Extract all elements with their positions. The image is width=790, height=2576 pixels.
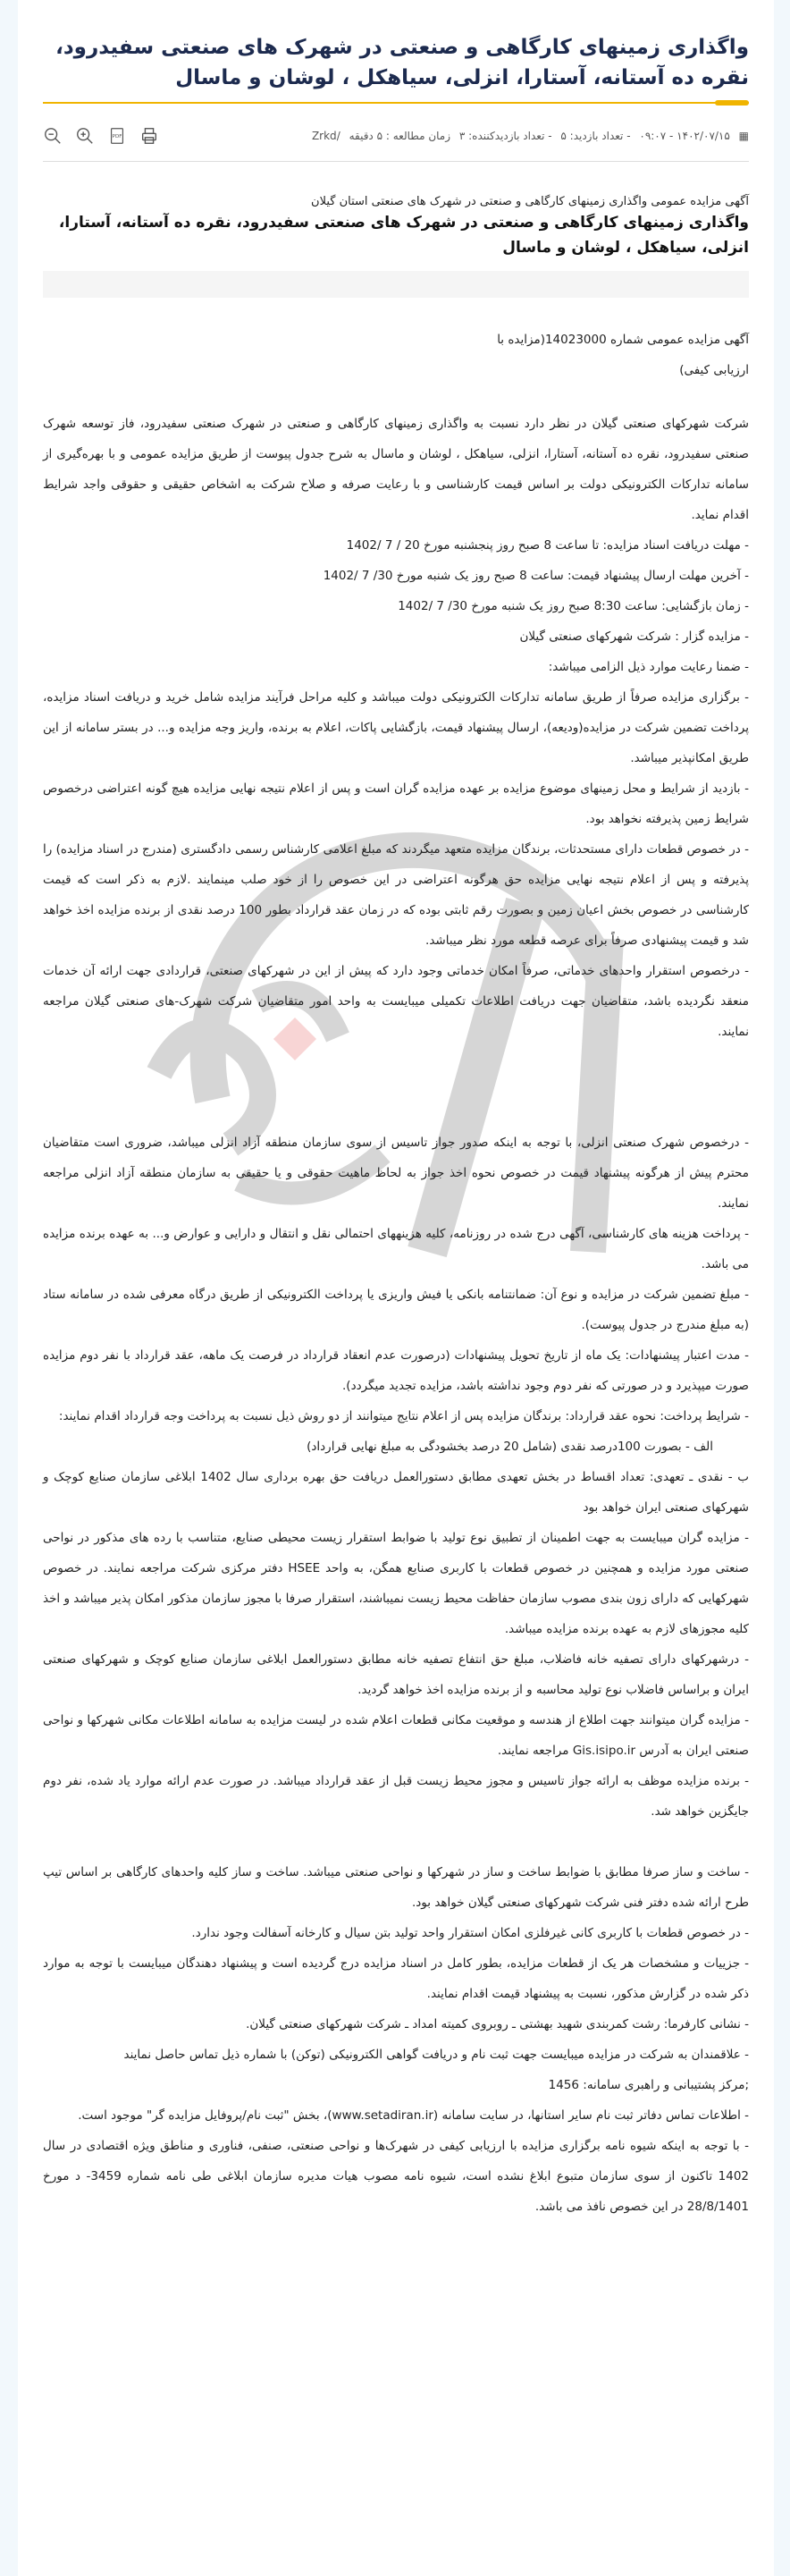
intro-heading: واگذاری زمینهای کارگاهی و صنعتی در شهرک های صنعتی سفیدرود، نقره ده آستانه، آستارا، انزلی، سیاهکل ، لوشان و ماسال: [58, 214, 749, 257]
paragraph: - زمان بازگشایی: ساعت 8:30 صبح روز یک شنبه مورخ 30/ 7 /1402: [398, 599, 749, 613]
zoom-in-icon[interactable]: [75, 126, 95, 146]
short-code: /Zrkd: [311, 130, 340, 142]
paragraph: - با توجه به اینکه شیوه نامه برگزاری مزایده با ارزیابی کیفی در شهرک‌ها و نواحی صنعتی، صنفی، فناوری و مناطق ویژه اقتصادی در سال 1402 تاکنون از سوی سازمان متبوع ابلاغ نشده است، شیوه نامه مصوب هیات مدیره سازمان ابلاغی طی نامه شماره 3459- د مورخ 28/8/1401 در این خصوص نافذ می باشد.: [43, 2139, 749, 2214]
paragraph: - در خصوص قطعات با کاربری کانی غیرفلزی امکان استقرار واحد تولید بتن سیال و کارخانه آسفالت وجود ندارد.: [191, 1926, 749, 1940]
paragraph: - آخرین مهلت ارسال پیشنهاد قیمت: ساعت 8 صبح روز یک شنبه مورخ 30/ 7 /1402: [323, 569, 749, 583]
article-body: [43, 298, 749, 2222]
view-count: - تعداد بازدید: ۵: [560, 130, 631, 142]
paragraph: - پرداخت هزینه های کارشناسی، آگهی درج شده در روزنامه، کلیه هزینههای احتمالی نقل و انتقال و دارایی و عوارض و... به عهده برنده مزایده می باشد.: [43, 1227, 749, 1271]
empty-box: [43, 271, 749, 298]
paragraph: - درخصوص استقرار واحدهای خدماتی، صرفاً امکان خدماتی وجود دارد که پیش از این در شهرکهای صنعتی، قراردادی جهت ارائه آن خدمات منعقد نگردیده باشد، متقاضیان جهت دریافت اطلاعات تکمیلی میبایست به واحد امور متقاضیان شرکت شهرک-های صنعتی گیلان مراجعه نمایند.: [43, 964, 749, 1039]
paragraph: - ساخت و ساز صرفا مطابق با ضوابط ساخت و ساز در شهرکها و نواحی صنعتی میباشد. ساخت و ساز کلیه واحدهای کارگاهی بر اساس تیپ طرح ارائه شده دفتر فنی شرکت شهرکهای صنعتی گیلان خواهد بود.: [43, 1865, 749, 1910]
paragraph: - جزییات و مشخصات هر یک از قطعات مزایده، بطور کامل در اسناد مزایده درج گردیده است و پیشنهاد دهندگان میبایست با توجه به موارد ذکر شده در گزارش مذکور، نسبت به پیشنهاد قیمت اقدام نمایند.: [43, 1956, 749, 2001]
paragraph: - در خصوص قطعات دارای مستحدثات، برندگان مزایده متعهد میگردند که مبلغ اعلامی کارشناس رسمی دادگستری (مندرج در اسناد مزایده) را پذیرفته و پس از اعلام نتیجه نهایی مزایده حق هرگونه اعتراضی در این خصوص را از خود صلب مینمایند .لازم به ذکر است که قیمت کارشناسی در خصوص بخش اعیان زمین و بصورت رقم ثابتی بوده که در زمان عقد قرارداد بطور 100 درصد نقدی از برنده مزایده اخذ خواهد شد و قیمت پیشنهادی صرفاً برای عرصه قطعه مورد نظر میباشد.: [43, 842, 749, 948]
print-icon[interactable]: [139, 126, 159, 146]
paragraph: - اطلاعات تماس دفاتر ثبت نام سایر استانها، در سایت سامانه (www.setadiran.ir)، بخش "ثبت نام/پروفایل مزایده گر" موجود است.: [78, 2108, 749, 2123]
pdf-icon[interactable]: [107, 126, 127, 146]
paragraph: - بازدید از شرایط و محل زمینهای موضوع مزایده بر عهده مزایده گران است و پس از اعلام نتیجه نهایی مزایده هیچ گونه اعتراضی درخصوص شرایط زمین پذیرفته نخواهد بود.: [43, 781, 749, 826]
calendar-icon: ▦: [738, 130, 749, 142]
paragraph: - درخصوص شهرک صنعتی انزلی، با توجه به اینکه صدور جواز تاسیس از سوی سازمان منطقه آزاد انزلی میباشد، ضروری است متقاضیان محترم پیش از هرگونه پیشنهاد قیمت در خصوص نحوه اخذ جواز به لحاظ ماهیت حقوقی و یا حقیقی به سازمان منطقه آزاد انزلی مراجعه نمایند.: [43, 1136, 749, 1211]
paragraph: ب - نقدی ـ تعهدی: تعداد اقساط در بخش تعهدی مطابق دستورالعمل دریافت حق بهره برداری سال 1402 ابلاغی سازمان صنایع کوچک و شهرکهای صنعتی ایران خواهد بود: [43, 1470, 749, 1515]
paragraph: - مزایده گران میتوانند جهت اطلاع از هندسه و موقعیت مکانی قطعات اعلام شده در لیست مزایده به سامانه اطلاعات مکانی شهرکها و نواحی صنعتی ایران به آدرس Gis.isipo.ir مراجعه نمایند.: [43, 1713, 749, 1758]
paragraph: - مدت اعتبار پیشنهادات: یک ماه از تاریخ تحویل پیشنهادات (درصورت عدم انعقاد قرارداد در فرصت یک ماهه، عقد قرارداد با نفر دوم مزایده صورت میپذیرد و در صورتی که نفر دوم وجود نداشته باشد، مزایده تجدید میگردد).: [43, 1348, 749, 1393]
visitor-count: - تعداد بازدیدکننده: ۳: [458, 130, 552, 142]
meta-row: [43, 125, 749, 147]
intro-subtitle: آگهی مزایده عمومی واگذاری زمینهای کارگاهی و صنعتی در شهرک های صنعتی استان گیلان: [311, 195, 749, 208]
notice-line-2: ارزیابی کیفی): [679, 363, 749, 377]
page-title: واگذاری زمینهای کارگاهی و صنعتی در شهرک های صنعتی سفیدرود، نقره ده آستانه، آستارا، انزلی، سیاهکل ، لوشان و ماسال: [55, 36, 749, 89]
zoom-out-icon[interactable]: [43, 126, 63, 146]
paragraph: - برنده مزایده موظف به ارائه جواز تاسیس و مجوز محیط زیست قبل از عقد قرارداد میباشد. در صورت عدم ارائه موارد یاد شده، نفر دوم جایگزین خواهد شد.: [43, 1774, 749, 1819]
meta-divider: [43, 161, 749, 162]
notice-line-1: آگهی مزایده عمومی شماره 14023000(مزایده با: [497, 333, 749, 347]
article-card: [18, 0, 774, 2576]
paragraph: - نشانی کارفرما: رشت کمربندی شهید بهشتی ـ روبروی کمیته امداد ـ شرکت شهرکهای صنعتی گیلان.: [246, 2017, 749, 2031]
paragraph: - مزایده گران میبایست به جهت اطمینان از تطبیق نوع تولید با ضوابط استقرار زیست محیطی صنایع، متناسب با رده های مذکور در نواحی صنعتی مورد مزایده و همچنین در خصوص قطعات با کاربری صنایع همگن، به واحد HSEE دفتر مرکزی شرکت مراجعه نمایند. در خصوص شهرکهایی که دارای زون بندی مصوب سازمان حفاظت محیط زیست نمیباشند، استقرار صرفا با مجوز سازمان مذکور امکان پذیر میباشد و اخذ کلیه مجوزهای لازم به عهده برنده مزایده میباشد.: [43, 1531, 749, 1636]
paragraph: - علاقمندان به شرکت در مزایده میبایست جهت ثبت نام و دریافت گواهی الکترونیکی (توکن) با شماره ذیل تماس حاصل نمایند: [123, 2048, 749, 2062]
title-underline: [43, 102, 749, 104]
paragraph: - ضمنا رعایت موارد ذیل الزامی میباشد:: [548, 660, 749, 674]
paragraph: - مزایده گزار : شرکت شهرکهای صنعتی گیلان: [519, 629, 749, 644]
support-center: ;مرکز پشتیبانی و راهبری سامانه: 1456: [548, 2078, 749, 2092]
reading-time: زمان مطالعه : ۵ دقیقه: [349, 130, 451, 142]
paragraph: - درشهرکهای دارای تصفیه خانه فاضلاب، مبلغ حق انتفاع تصفیه خانه مطابق دستورالعمل ابلاغی سازمان صنایع کوچک و شهرکهای صنعتی ایران و براساس فاضلاب نوع تولید محاسبه و از برنده مزایده اخذ خواهد گردید.: [43, 1652, 749, 1697]
paragraph: - شرایط پرداخت: نحوه عقد قرارداد: برندگان مزایده پس از اعلام نتایج میتوانند از دو روش ذیل نسبت به پرداخت وجه قرارداد اقدام نمایند:: [58, 1409, 749, 1423]
paragraph: شرکت شهرکهای صنعتی گیلان در نظر دارد نسبت به واگذاری زمینهای کارگاهی و صنعتی در شهرک صنعتی سفیدرود، فاز توسعه شهرک صنعتی سفیدرود، نقره ده آستانه، آستارا، انزلی، سیاهکل ، لوشان و ماسال به شرح جدول پیوست از طریق مزایده عمومی و با بهره‌گیری از سامانه تدارکات الکترونیکی دولت بر اساس قیمت کارشناسی و با رعایت صرفه و صلاح شرکت به اشخاص حقیقی و حقوقی واجد شرایط اقدام نماید.: [43, 417, 749, 522]
paragraph: - مهلت دریافت اسناد مزایده: تا ساعت 8 صبح روز پنجشنبه مورخ 20 / 7 /1402: [346, 538, 749, 553]
paragraph: - برگزاری مزایده صرفاً از طریق سامانه تدارکات الکترونیکی دولت میباشد و کلیه مراحل فرآیند مزایده شامل خرید و دریافت اسناد مزایده، پرداخت تضمین شرکت در مزایده(ودیعه)، ارسال پیشنهاد قیمت، بازگشایی پاکات، اعلام به برنده، واریز وجه مزایده و... در بستر سامانه از این طریق امکانپذیر میباشد.: [43, 690, 749, 765]
post-date: ۱۴۰۲/۰۷/۱۵ - ۰۹:۰۷: [639, 130, 730, 142]
svg-text:PDF: PDF: [112, 133, 122, 139]
paragraph: - مبلغ تضمین شرکت در مزایده و نوع آن: ضمانتنامه بانکی یا فیش واریزی یا پرداخت الکترونیکی از طریق درگاه معرفی شده در سامانه ستاد (به مبلغ مندرج در جدول پیوست).: [43, 1288, 749, 1332]
toolbar: [43, 126, 159, 146]
meta-info: [307, 130, 749, 142]
payment-option-a: الف - بصورت 100درصد نقدی (شامل 20 درصد بخشودگی به مبلغ نهایی قرارداد): [307, 1440, 713, 1454]
